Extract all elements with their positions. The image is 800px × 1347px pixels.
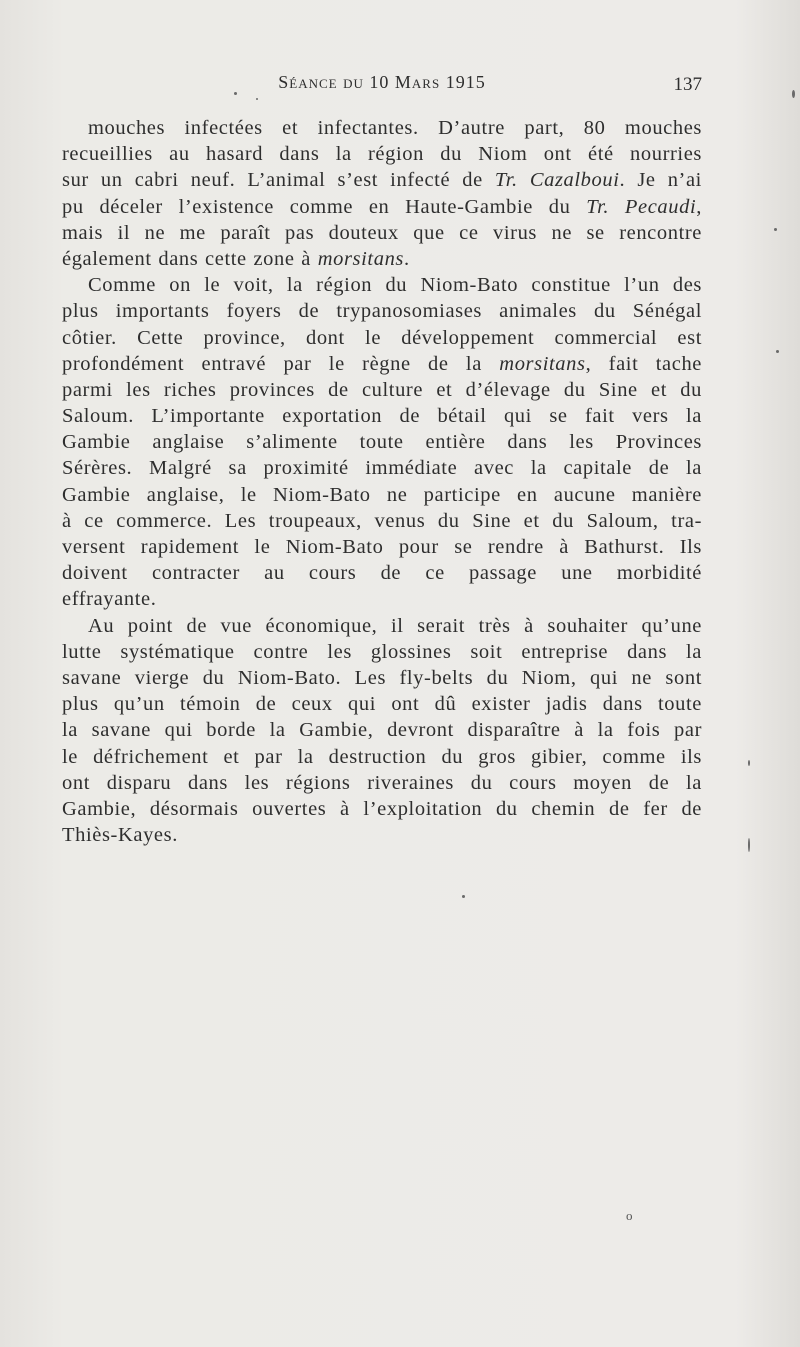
text-line (62, 298, 702, 324)
italic-term: Tr. Pecaudi (586, 195, 697, 218)
text-segment: Gambie anglaise, le Niom-Bato ne participe en aucune manière (62, 483, 702, 506)
text-segment: doivent contracter au cours de ce passage une morbidité (62, 562, 702, 585)
italic-term: Tr. Cazalboui (494, 169, 620, 192)
text-segment: le défrichement et par la destruction du gros gibier, comme ils (62, 745, 702, 768)
text-segment: Comme on le voit, la région du Niom-Bato constitue l’un des (88, 274, 702, 297)
text-line (62, 665, 702, 691)
text-segment: Gambie anglaise s’alimente toute entière dans les Provinces (62, 431, 702, 454)
paragraph (62, 613, 702, 849)
text-segment: mais il ne me paraît pas douteux que ce virus ne se rencontre (62, 221, 702, 244)
running-head (62, 72, 702, 102)
print-speck (256, 98, 258, 100)
print-speck (774, 228, 777, 231)
text-segment: parmi les riches provinces de culture et d’élevage du Sine et du (62, 378, 702, 401)
text-line (62, 691, 702, 717)
text-line (62, 246, 702, 272)
text-segment: Au point de vue économique, il serait très à souhaiter qu’une (88, 614, 702, 637)
text-segment: Gambie, désormais ouvertes à l’exploitation du chemin de fer de (62, 797, 702, 820)
text-line (62, 534, 702, 560)
italic-term: morsitans (317, 247, 404, 270)
text-segment: lutte systématique contre les glossines soit entreprise dans la (62, 640, 702, 663)
text-segment: recueillies au hasard dans la région du Niom ont été nourries (62, 143, 702, 166)
text-segment: , fait tache (585, 352, 702, 375)
text-line (62, 403, 702, 429)
paragraph (62, 272, 702, 612)
text-line (62, 560, 702, 586)
text-segment: plus qu’un témoin de ceux qui ont dû exister jadis dans toute (62, 693, 702, 716)
page-number: 137 (673, 74, 702, 95)
text-segment: . (404, 247, 410, 270)
text-segment: Saloum. L’importante exportation de bétail qui se fait vers la (62, 405, 702, 428)
text-segment: ont disparu dans les régions riveraines du cours moyen de la (62, 771, 702, 794)
text-segment: pu déceler l’existence comme en Haute-Gambie du (62, 195, 587, 218)
text-segment: mouches infectées et infectantes. D’autre part, 80 mouches (88, 117, 702, 139)
text-segment: savane vierge du Niom-Bato. Les fly-belts du Niom, qui ne sont (62, 666, 702, 689)
text-segment: . Je n’ai (619, 169, 702, 192)
text-line (62, 167, 702, 193)
text-line (62, 508, 702, 534)
text-line (62, 455, 702, 481)
print-speck (748, 760, 750, 766)
text-line (62, 770, 702, 796)
text-line (62, 744, 702, 770)
text-segment: Thiès-Kayes. (62, 824, 178, 847)
body-text (62, 115, 702, 848)
text-segment: sur un cabri neuf. L’animal s’est infecté de (62, 169, 495, 192)
text-line (62, 325, 702, 351)
text-line (62, 613, 702, 639)
text-segment: côtier. Cette province, dont le développement commercial est (62, 326, 702, 349)
text-segment: également dans cette zone à (62, 247, 318, 270)
print-speck (748, 838, 750, 852)
text-line (62, 272, 702, 298)
paragraph (62, 115, 702, 272)
text-line (62, 220, 702, 246)
text-line (62, 429, 702, 455)
running-head-title: Séance du 10 Mars 1915 (278, 72, 486, 92)
text-line (62, 141, 702, 167)
text-line (62, 586, 702, 612)
text-line (62, 377, 702, 403)
text-segment: , (696, 195, 702, 218)
text-line (62, 717, 702, 743)
text-segment: à ce commerce. Les troupeaux, venus du Sine et du Saloum, tra- (62, 509, 702, 532)
text-line (62, 351, 702, 377)
print-speck (776, 350, 779, 353)
text-line (62, 822, 702, 848)
text-segment: Sérères. Malgré sa proximité immédiate avec la capitale de la (62, 457, 702, 480)
text-line (62, 115, 702, 141)
italic-term: morsitans (499, 352, 586, 375)
print-speck (792, 90, 795, 98)
print-speck (462, 895, 465, 898)
signature-mark: o (626, 1208, 633, 1223)
text-line (62, 482, 702, 508)
print-speck (234, 92, 237, 95)
text-segment: profondément entravé par le règne de la (62, 352, 500, 375)
text-line (62, 796, 702, 822)
text-segment: versent rapidement le Niom-Bato pour se rendre à Bathurst. Ils (62, 536, 702, 558)
text-segment: la savane qui borde la Gambie, devront disparaître à la fois par (62, 719, 702, 742)
text-line (62, 639, 702, 665)
text-segment: plus importants foyers de trypanosomiases animales du Sénégal (62, 300, 702, 323)
text-line (62, 194, 702, 220)
text-segment: effrayante. (62, 588, 157, 611)
